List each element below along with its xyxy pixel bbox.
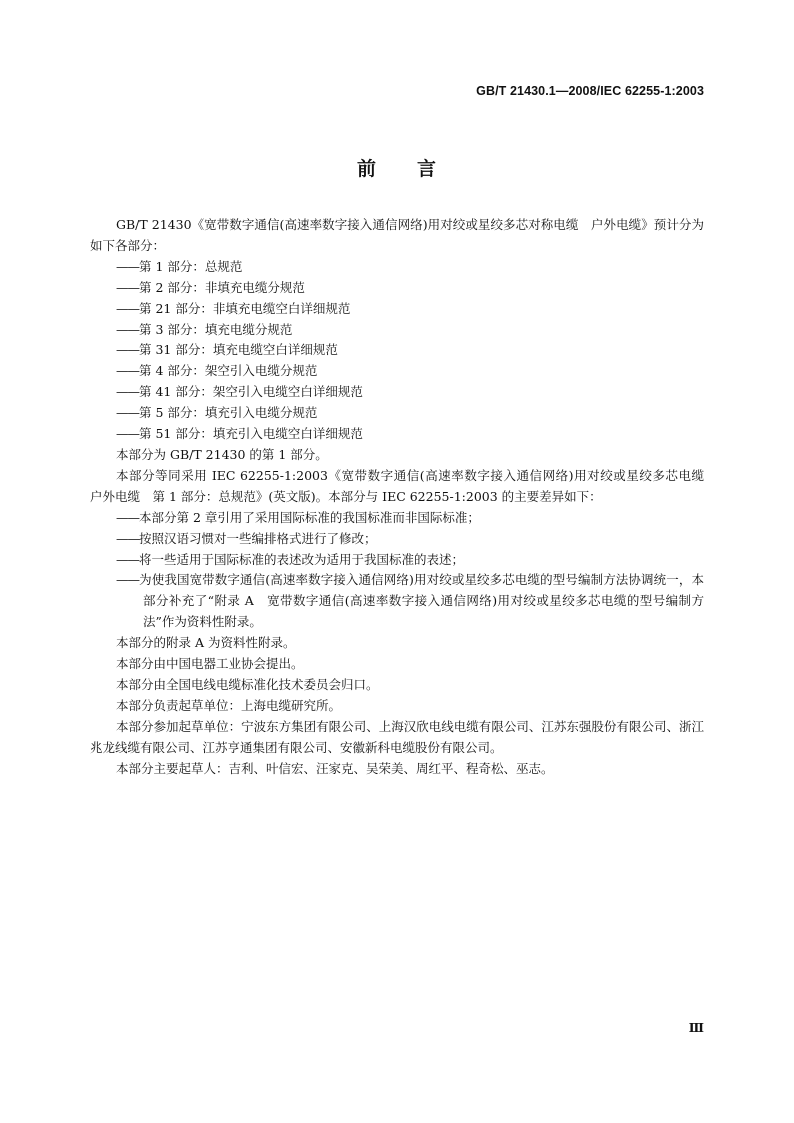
list-item-text: 第 2 部分：非填充电缆分规范: [139, 279, 305, 295]
list-item: [90, 299, 704, 320]
committee-statement: 本部分由全国电线电缆标准化技术委员会归口。: [116, 676, 379, 692]
page-title-char-2: 言: [417, 158, 438, 180]
page-title-char-1: 前: [356, 158, 377, 180]
list-item: [90, 361, 704, 382]
list-item-text: 第 1 部分：总规范: [139, 258, 243, 274]
dash-marker: ——: [116, 405, 139, 421]
list-item: [90, 278, 704, 299]
list-item: [90, 382, 704, 403]
dash-marker: ——: [116, 572, 139, 588]
drafters-statement: 本部分主要起草人：吉利、叶信宏、汪家克、吴荣美、周红平、程奇松、巫志。: [116, 760, 554, 776]
list-item-text: 将一些适用于国际标准的表述改为适用于我国标准的表述；: [139, 551, 465, 567]
list-item-text: 本部分第 2 章引用了采用国际标准的我国标准而非国际标准；: [139, 509, 480, 525]
foreword-body: [90, 215, 717, 779]
dash-marker: ——: [116, 279, 139, 295]
differences-list: [90, 508, 704, 633]
list-item: [90, 570, 704, 633]
dash-marker: ——: [116, 321, 139, 337]
adoption-statement: 本部分等同采用 IEC 62255-1:2003《宽带数字通信(高速率数字接入通信网络)用对绞或星绞多芯电缆 户外电缆 第 1 部分：总规范》(英文版)。本部分与 IEC 62255-1:2003 的主要差异如下：: [90, 467, 717, 504]
page-title: [0, 154, 794, 181]
dash-marker: ——: [116, 530, 139, 546]
dash-marker: ——: [116, 384, 139, 400]
list-item-text: 第 21 部分：非填充电缆空白详细规范: [139, 300, 351, 316]
list-item: [90, 508, 704, 529]
annex-statement: 本部分的附录 A 为资料性附录。: [116, 635, 296, 651]
dash-marker: ——: [116, 551, 139, 567]
dash-marker: ——: [116, 342, 139, 358]
list-item: [90, 403, 704, 424]
intro-paragraph: GB/T 21430《宽带数字通信(高速率数字接入通信网络)用对绞或星绞多芯对称电缆 户外电缆》预计分为如下各部分：: [90, 217, 704, 253]
list-item: [90, 529, 704, 550]
list-item-text: 第 41 部分：架空引入电缆空白详细规范: [139, 384, 363, 400]
part-statement: 本部分为 GB/T 21430 的第 1 部分。: [116, 446, 328, 462]
parts-list: [90, 257, 704, 445]
standard-code-header: GB/T 21430.1—2008/IEC 62255-1:2003: [476, 84, 704, 98]
list-item-text: 第 31 部分：填充电缆空白详细规范: [139, 342, 338, 358]
list-item-text: 第 51 部分：填充引入电缆空白详细规范: [139, 426, 363, 442]
list-item-text: 第 3 部分：填充电缆分规范: [139, 321, 293, 337]
list-item: [90, 424, 704, 445]
dash-marker: ——: [116, 258, 139, 274]
dash-marker: ——: [116, 509, 139, 525]
proposer-statement: 本部分由中国电器工业协会提出。: [116, 656, 304, 672]
dash-marker: ——: [116, 426, 139, 442]
list-item: [90, 320, 704, 341]
list-item: [90, 550, 704, 571]
list-item-text: 按照汉语习惯对一些编排格式进行了修改；: [139, 530, 377, 546]
list-item: [90, 257, 704, 278]
drafting-unit-statement: 本部分负责起草单位：上海电缆研究所。: [116, 697, 342, 713]
list-item-text: 第 4 部分：架空引入电缆分规范: [139, 363, 318, 379]
list-item: [90, 340, 704, 361]
page-number: Ⅲ: [688, 1020, 704, 1035]
list-item-text: 为使我国宽带数字通信(高速率数字接入通信网络)用对绞或星绞多芯电缆的型号编制方法协调统一，本部分补充了“附录 A 宽带数字通信(高速率数字接入通信网络)用对绞或星绞多芯电缆的型号编制方法”作为资料性附录。: [139, 572, 704, 630]
dash-marker: ——: [116, 300, 139, 316]
list-item-text: 第 5 部分：填充引入电缆分规范: [139, 405, 318, 421]
participating-units-statement: 本部分参加起草单位：宁波东方集团有限公司、上海汉欣电线电缆有限公司、江苏东强股份有限公司、浙江兆龙线缆有限公司、江苏亨通集团有限公司、安徽新科电缆股份有限公司。: [90, 718, 704, 755]
dash-marker: ——: [116, 363, 139, 379]
